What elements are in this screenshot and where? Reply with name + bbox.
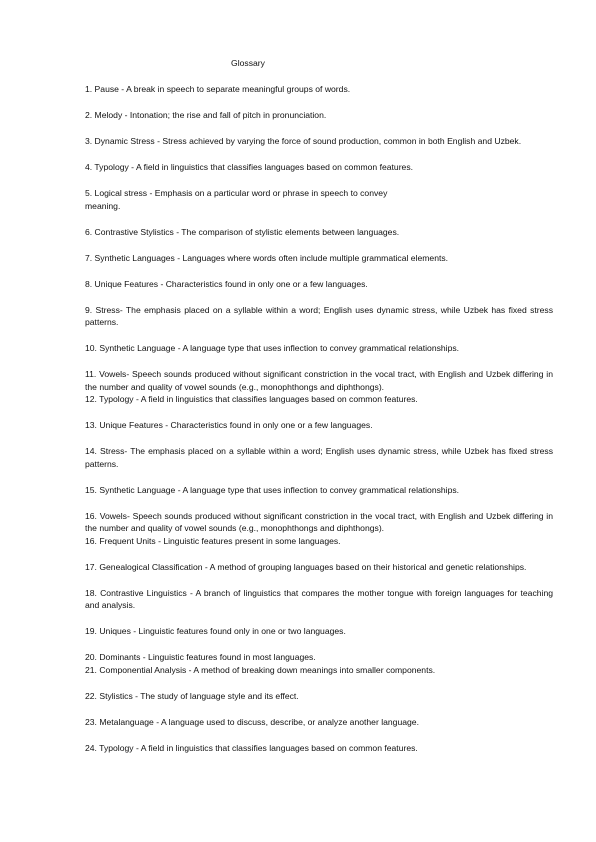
glossary-entry: 15. Synthetic Language - A language type that uses inflection to convey grammatical relationships.	[85, 484, 460, 495]
glossary-entry: 2. Melody - Intonation; the rise and fall of pitch in pronunciation.	[85, 110, 327, 120]
page-title: Glossary	[231, 58, 265, 68]
glossary-entry: 9. Stress- The emphasis placed on a syllable within a word; English uses dynamic stress, while Uzbek has fixed stress patterns.	[85, 304, 553, 327]
glossary-entry: 16. Vowels- Speech sounds produced without significant constriction in the vocal tract, with English and Uzbek differing in the number and quality of vowel sounds (e.g., monophthongs and diphthongs).	[85, 510, 553, 533]
glossary-entry: 14. Stress- The emphasis placed on a syllable within a word; English uses dynamic stress, while Uzbek has fixed stress patterns.	[85, 446, 553, 469]
glossary-list	[85, 83, 553, 754]
glossary-entry: 4. Typology - A field in linguistics that classifies languages based on common features.	[85, 162, 414, 172]
glossary-entry: 19. Uniques - Linguistic features found only in one or two languages.	[85, 626, 346, 636]
glossary-entry: 17. Genealogical Classification - A method of grouping languages based on their historical and genetic relationships.	[85, 561, 527, 572]
glossary-entry: 5. Logical stress - Emphasis on a particular word or phrase in speech to convey meaning.	[85, 188, 388, 211]
glossary-entry: 20. Dominants - Linguistic features found in most languages.	[85, 652, 316, 662]
glossary-entry: 24. Typology - A field in linguistics that classifies languages based on common features.	[85, 742, 418, 753]
glossary-entry: 23. Metalanguage - A language used to discuss, describe, or analyze another language.	[85, 716, 419, 727]
glossary-entry: 6. Contrastive Stylistics - The comparison of stylistic elements between languages.	[85, 226, 400, 237]
glossary-entry: 7. Synthetic Languages - Languages where words often include multiple grammatical elements.	[85, 252, 449, 263]
glossary-entry: 13. Unique Features - Characteristics found in only one or a few languages.	[85, 420, 373, 430]
glossary-entry: 12. Typology - A field in linguistics that classifies languages based on common features.	[85, 394, 418, 404]
glossary-entry: 22. Stylistics - The study of language style and its effect.	[85, 690, 299, 701]
glossary-entry: 16. Frequent Units - Linguistic features present in some languages.	[85, 535, 341, 546]
glossary-entry: 21. Componential Analysis - A method of breaking down meanings into smaller components.	[85, 664, 436, 675]
glossary-entry: 3. Dynamic Stress - Stress achieved by varying the force of sound production, common in both English and Uzbek.	[85, 136, 522, 146]
glossary-entry: 18. Contrastive Linguistics - A branch of linguistics that compares the mother tongue with foreign languages for teaching and analysis.	[85, 587, 553, 610]
glossary-entry: 10. Synthetic Language - A language type that uses inflection to convey grammatical relationships.	[85, 343, 460, 353]
glossary-entry: 1. Pause - A break in speech to separate meaningful groups of words.	[85, 84, 351, 94]
glossary-entry: 8. Unique Features - Characteristics found in only one or a few languages.	[85, 278, 368, 289]
glossary-entry: 11. Vowels- Speech sounds produced without significant constriction in the vocal tract, with English and Uzbek differing in the number and quality of vowel sounds (e.g., monophthongs and diphthongs).	[85, 369, 553, 392]
